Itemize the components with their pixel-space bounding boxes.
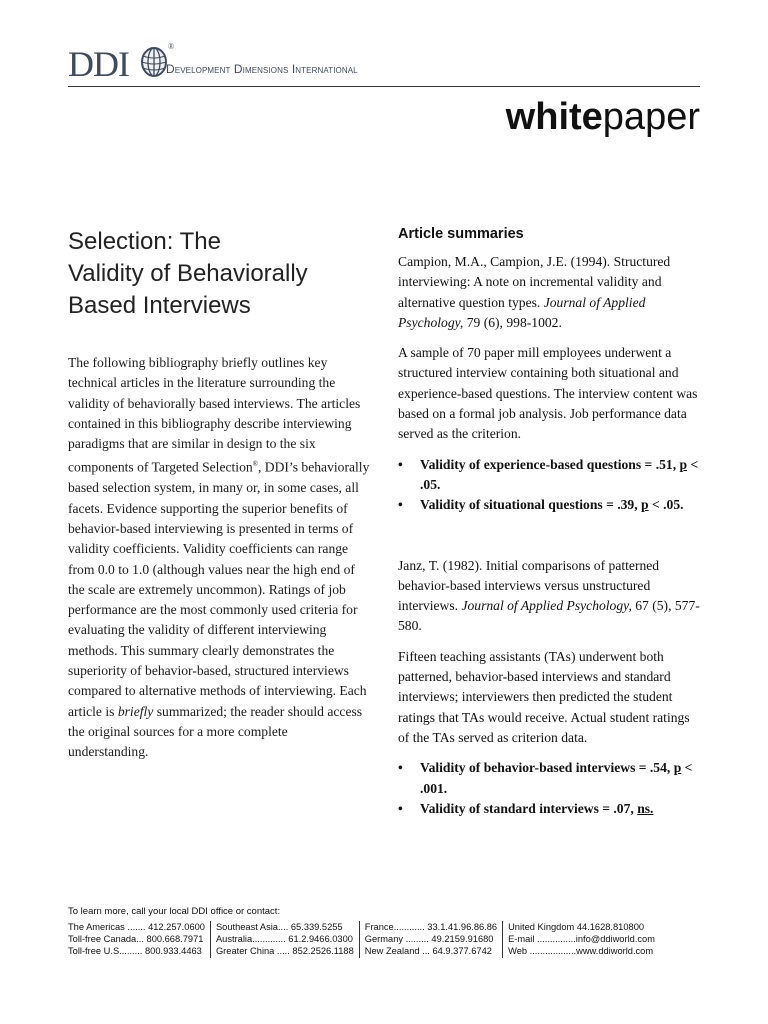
document-type-regular: paper <box>602 96 700 138</box>
bullet-icon: • <box>398 800 403 816</box>
spacer <box>398 516 704 556</box>
contact-line: France............ 33.1.41.96.86.86 <box>364 922 498 932</box>
journal-name: Journal of Applied Psychology, <box>461 598 632 614</box>
article-summary: A sample of 70 paper mill employees underwent a structured interview containing both situational and experience-based questions. The interview content was based on a formal job analysis. Job performance data served as the criterion. <box>398 345 698 442</box>
contact-line: Greater China ..... 852.2526.1188 <box>215 946 354 957</box>
article-summary: Fifteen teaching assistants (TAs) underwent both patterned, behavior-based interviews and standard interviews; interviewers then predicted the student ratings that TAs would receive. Actual student ratings of the TAs served as criterion data. <box>398 648 690 745</box>
contact-line: Toll-free Canada... 800.668.7971 <box>68 934 204 945</box>
contact-line: Southeast Asia.... 65.339.5255 <box>215 922 343 932</box>
email-link[interactable]: E-mail ...............info@ddiworld.com <box>508 934 655 945</box>
intro-text: The following bibliography briefly outlines key technical articles in the literature surrounding the validity of behaviorally based interviews. The articles contained in this bibliography describe interviewing paradigms that are similar in design to the six components of Targeted Selection <box>68 355 361 476</box>
contact-column <box>210 921 359 958</box>
title-line: Based Interviews <box>68 292 251 319</box>
article-summaries <box>398 226 704 819</box>
finding-tail: < .05. <box>648 497 684 513</box>
footer <box>68 906 718 958</box>
finding-text: Validity of experience-based questions = .51, <box>420 456 680 472</box>
finding-text: Validity of behavior-based interviews = .54, <box>420 760 674 776</box>
citation-tail: 79 (6), 998-1002. <box>463 314 562 330</box>
document-type-bold: white <box>505 96 603 138</box>
header-divider <box>68 86 700 87</box>
article-citation <box>398 252 704 333</box>
globe-logo-icon <box>140 46 168 78</box>
finding-stat: p <box>679 456 688 472</box>
finding-tail: < .05. <box>420 456 699 492</box>
finding-item <box>398 799 704 819</box>
page-title <box>68 226 368 322</box>
section-heading: Article summaries <box>398 226 524 242</box>
intro-emphasis: briefly <box>117 703 154 719</box>
contact-column <box>359 921 502 958</box>
footer-prompt: To learn more, call your local DDI office or contact: <box>68 906 281 917</box>
findings-list <box>398 455 704 516</box>
bullet-icon: • <box>398 497 403 513</box>
finding-stat: ns. <box>637 800 654 816</box>
finding-tail: < .001. <box>420 760 693 796</box>
finding-item <box>398 758 704 799</box>
finding-text: Validity of standard interviews = .07, <box>420 800 638 816</box>
contact-line: New Zealand ... 64.9.377.6742 <box>364 946 492 957</box>
company-name: Development Dimensions International <box>166 62 358 76</box>
citation-text: Campion, M.A., Campion, J.E. (1994). Structured interviewing: A note on incremental validity and alternative question types. <box>398 254 671 310</box>
citation-tail: 67 (5), 577-580. <box>398 598 700 634</box>
finding-item <box>398 455 704 496</box>
contact-line: Australia............. 61.2.9466.0300 <box>215 934 353 945</box>
title-line: Validity of Behaviorally <box>68 260 308 287</box>
contact-line: The Americas ....... 412.257.0600 <box>68 922 205 932</box>
web-link[interactable]: Web ..................www.ddiworld.com <box>508 946 654 957</box>
registered-mark: ® <box>168 42 175 51</box>
intro-text: , DDI’s behaviorally based selection system, in many or, in some cases, all facets. Evidence supporting the superior benefits of behavior-based interviewing is presented in terms of validity coefficients. Validity coefficients can range from 0.0 to 1.0 (although values near the high end of the scale are extremely uncommon). Ratings of job performance are the most commonly used criteria for evaluating the validity of different interviewing methods. This summary clearly demonstrates the superiority of behavior-based, structured interviews compared to alternative methods of interviewing. Each article is <box>68 460 370 719</box>
finding-stat: p <box>641 497 649 513</box>
contact-grid <box>68 921 718 958</box>
contact-column <box>502 921 660 958</box>
bullet-icon: • <box>398 456 403 472</box>
document-type-label <box>506 96 700 139</box>
title-line: Selection: The <box>68 228 221 255</box>
findings-list <box>398 758 704 819</box>
finding-stat: p <box>673 760 682 776</box>
intro-text: summarized; the reader should access the original sources for a more complete understanding. <box>68 703 363 760</box>
journal-name: Journal of Applied Psychology, <box>398 294 646 330</box>
contact-line: Toll-free U.S......... 800.933.4463 <box>68 946 202 957</box>
finding-item <box>398 495 704 515</box>
bullet-icon: • <box>398 760 403 776</box>
contact-column <box>68 921 210 958</box>
citation-text: Janz, T. (1982). Initial comparisons of patterned behavior-based interviews versus unstructured interviews. <box>398 557 660 614</box>
article-citation <box>398 556 704 637</box>
contact-line: United Kingdom 44.1628.810800 <box>508 922 645 932</box>
finding-text: Validity of situational questions = .39, <box>420 497 642 513</box>
ddi-logo-text: DDI <box>68 44 129 84</box>
contact-line: Germany ......... 49.2159.91680 <box>364 934 494 945</box>
header <box>68 42 700 88</box>
intro-paragraph <box>68 353 370 762</box>
registered-mark: ® <box>252 460 258 469</box>
